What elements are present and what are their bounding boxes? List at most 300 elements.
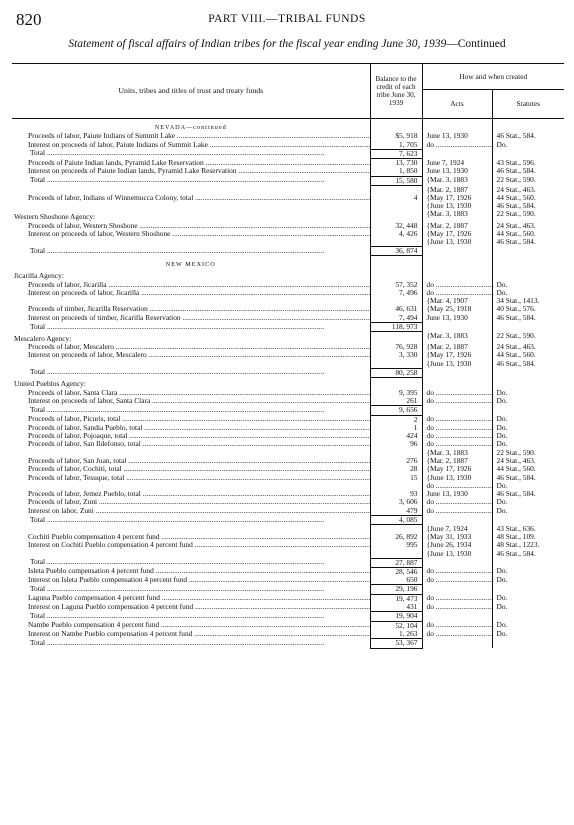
row-act — [422, 576, 492, 585]
row-statute — [492, 603, 564, 612]
row-label — [12, 167, 370, 176]
row-balance-text: 80, 258 — [395, 368, 418, 377]
row-statute-text: 22 Stat., 590. — [496, 210, 536, 219]
total-row — [12, 368, 564, 377]
row-balance-text: 276 — [406, 456, 418, 465]
row-label-text: Interest on proceeds of labor, Mescalero ..... — [28, 351, 370, 359]
row-statute-text: Do. — [496, 432, 508, 441]
row-act — [422, 186, 492, 194]
row-statute — [492, 176, 564, 185]
row-balance — [370, 541, 422, 549]
row-balance-text: 26, 892 — [395, 533, 418, 542]
row-label — [12, 424, 370, 432]
table-body — [12, 119, 564, 649]
table-row — [12, 289, 564, 297]
row-label-text: Interest on proceeds of labor, Western Shoshone ..... — [28, 230, 370, 238]
row-act — [422, 368, 492, 377]
row-act — [422, 449, 492, 457]
row-statute — [492, 222, 564, 230]
table-row — [12, 507, 564, 516]
row-label — [12, 516, 370, 525]
row-label — [12, 314, 370, 323]
row-balance — [370, 289, 422, 297]
row-label-text: Total ..... — [30, 176, 324, 184]
row-statute — [492, 167, 564, 176]
row-balance — [370, 482, 422, 490]
row-act-text: do ..... — [427, 281, 493, 289]
row-label — [12, 194, 370, 202]
row-statute — [492, 550, 564, 558]
row-act — [422, 389, 492, 397]
row-label-text: United Pueblos Agency: — [14, 379, 86, 389]
row-statute-text: 22 Stat., 590. — [496, 176, 536, 185]
row-label — [12, 397, 370, 406]
row-balance-text: 29, 196 — [395, 584, 418, 594]
row-label — [12, 238, 370, 246]
col-header-acts: Acts — [422, 90, 492, 119]
row-act — [422, 323, 492, 332]
row-balance — [370, 639, 422, 648]
row-statute-text: 46 Stat., 584. — [496, 490, 536, 499]
row-act-text: do ..... — [427, 424, 493, 432]
row-act — [422, 406, 492, 415]
table-row — [12, 424, 564, 432]
row-statute — [492, 377, 564, 388]
row-balance-text: 15, 580 — [395, 176, 418, 185]
row-act — [422, 550, 492, 558]
row-statute — [492, 498, 564, 506]
row-act-text: {Mar. 2, 1887 — [426, 185, 468, 194]
table-title-main: Statement of fiscal affairs of Indian tribes for the fiscal year ending June 30, 1939 — [68, 38, 447, 50]
row-label-text: Proceeds of labor, Jemez Pueblo, total ..... — [28, 490, 370, 498]
table-row — [12, 474, 564, 482]
row-label — [12, 630, 370, 639]
row-statute — [492, 256, 564, 269]
row-act — [422, 256, 492, 269]
row-act-text: {June 13, 1930 — [426, 359, 472, 368]
table-row — [12, 297, 564, 305]
row-balance-text: $5, 918 — [395, 132, 418, 141]
row-act-text: {May 17, 1926 — [426, 230, 472, 239]
total-row — [12, 612, 564, 621]
row-act-text: do ..... — [427, 576, 493, 584]
table-row — [12, 389, 564, 397]
row-act — [422, 440, 492, 448]
col-header-how-when: How and when created — [422, 64, 564, 90]
row-act — [422, 541, 492, 549]
row-label-text: Proceeds of Paiute Indian lands, Pyramid Lake Reservation ..... — [28, 159, 370, 167]
table-row — [12, 314, 564, 323]
row-act — [422, 621, 492, 630]
table-row — [12, 498, 564, 506]
row-balance — [370, 603, 422, 612]
row-statute — [492, 389, 564, 397]
row-act-text: June 13, 1930 — [426, 490, 468, 499]
row-act-text: {June 13, 1930 — [426, 202, 472, 211]
row-statute-text: Do. — [496, 576, 508, 585]
row-statute-text: 44 Stat., 560. — [496, 230, 536, 239]
row-label — [12, 432, 370, 440]
row-balance — [370, 516, 422, 525]
row-label — [12, 585, 370, 594]
row-statute — [492, 368, 564, 377]
row-label — [12, 368, 370, 377]
row-label — [12, 576, 370, 585]
row-act — [422, 360, 492, 368]
row-statute — [492, 314, 564, 323]
row-act — [422, 474, 492, 482]
table-row — [12, 490, 564, 498]
row-act — [422, 424, 492, 432]
total-row — [12, 176, 564, 185]
row-statute-text: 48 Stat., 1223. — [496, 541, 540, 550]
row-label — [12, 474, 370, 482]
table-row — [12, 482, 564, 490]
row-act-text: do ..... — [427, 482, 493, 490]
row-statute — [492, 238, 564, 246]
row-balance — [370, 525, 422, 533]
row-act-text: June 7, 1924 — [426, 158, 465, 167]
row-act — [422, 525, 492, 533]
row-label-text: Total ..... — [30, 516, 324, 524]
row-act-text: do ..... — [427, 141, 493, 149]
row-balance — [370, 457, 422, 465]
agency-row — [12, 377, 564, 388]
row-label — [12, 465, 370, 473]
row-statute — [492, 305, 564, 313]
row-balance — [370, 498, 422, 506]
row-label-text: Mescalero Agency: — [14, 333, 72, 343]
row-label-text: Interest on Cochiti Pueblo compensation 4 percent fund ..... — [28, 541, 370, 549]
row-label-text: Jicarilla Agency: — [14, 271, 64, 281]
section-heading-row — [12, 119, 564, 133]
page-number: 820 — [16, 10, 42, 29]
row-label — [12, 567, 370, 576]
row-statute — [492, 558, 564, 567]
table-row — [12, 533, 564, 541]
row-act — [422, 222, 492, 230]
row-act-text: do ..... — [427, 630, 493, 638]
row-label — [12, 222, 370, 230]
row-label-text: Interest on proceeds of timber, Jicarilla Reservation ..... — [28, 314, 370, 322]
row-label — [12, 525, 370, 533]
row-act — [422, 465, 492, 473]
row-label-text: Proceeds of labor, Mescalero ..... — [28, 343, 370, 351]
row-label — [12, 230, 370, 238]
row-balance-text: 7, 623 — [399, 149, 418, 158]
row-statute-text: Do. — [496, 567, 508, 576]
row-balance-text: 36, 874 — [395, 246, 418, 256]
row-statute-text: Do. — [496, 396, 508, 405]
row-statute — [492, 202, 564, 210]
row-balance-text: 57, 352 — [395, 280, 418, 289]
row-act — [422, 585, 492, 594]
row-label-text: Total ..... — [30, 149, 324, 157]
row-balance-text: 46, 631 — [395, 305, 418, 314]
row-statute-text: 44 Stat., 560. — [496, 465, 536, 474]
fiscal-affairs-table — [12, 63, 564, 649]
row-label — [12, 269, 370, 280]
row-statute-text: 46 Stat., 584. — [496, 549, 536, 558]
total-row — [12, 639, 564, 648]
running-head: PART VIII.—TRIBAL FUNDS — [208, 13, 366, 25]
agency-row — [12, 332, 564, 343]
row-label — [12, 202, 370, 210]
row-statute — [492, 289, 564, 297]
row-statute-text: 24 Stat., 463. — [496, 456, 536, 465]
row-statute-text: Do. — [496, 594, 508, 603]
table-row — [12, 603, 564, 612]
row-balance — [370, 474, 422, 482]
table-title-suffix: —Continued — [446, 38, 506, 50]
row-act — [422, 603, 492, 612]
row-act — [422, 457, 492, 465]
row-statute — [492, 639, 564, 648]
row-balance — [370, 432, 422, 440]
row-act-text: {May 17, 1926 — [426, 465, 472, 474]
table-row — [12, 525, 564, 533]
table-row — [12, 594, 564, 603]
row-act — [422, 498, 492, 506]
table-row — [12, 186, 564, 194]
row-label — [12, 149, 370, 158]
row-act — [422, 305, 492, 313]
row-statute-text: 46 Stat., 584. — [496, 202, 536, 211]
row-act — [422, 269, 492, 280]
row-act-text: June 13, 1930 — [426, 313, 468, 322]
table-row — [12, 202, 564, 210]
table-row — [12, 194, 564, 202]
row-balance — [370, 360, 422, 368]
row-balance — [370, 558, 422, 567]
row-statute-text: Do. — [496, 140, 508, 149]
row-act-text: do ..... — [427, 389, 493, 397]
row-act — [422, 567, 492, 576]
row-act-text: {May 31, 1933 — [426, 533, 472, 542]
row-act — [422, 314, 492, 323]
row-balance — [370, 397, 422, 406]
row-label — [12, 482, 370, 490]
row-statute-text: Do. — [496, 288, 508, 297]
row-label-text: Total ..... — [30, 247, 324, 255]
row-act — [422, 630, 492, 639]
row-balance — [370, 343, 422, 351]
row-statute-text: 46 Stat., 584. — [496, 473, 536, 482]
row-balance — [370, 269, 422, 280]
row-balance — [370, 567, 422, 576]
row-balance — [370, 149, 422, 158]
row-statute — [492, 406, 564, 415]
row-label-text: Proceeds of labor, Pojoaque, total ..... — [28, 432, 370, 440]
row-label — [12, 305, 370, 313]
row-act-text: do ..... — [427, 415, 493, 423]
row-label — [12, 550, 370, 558]
row-act-text: do ..... — [427, 397, 493, 405]
table-title — [10, 38, 564, 50]
table-row — [12, 159, 564, 168]
row-statute-text: 22 Stat., 590. — [496, 331, 536, 340]
row-statute — [492, 247, 564, 256]
row-balance-text: 3, 606 — [399, 498, 418, 507]
row-act-text: {June 26, 1934 — [426, 541, 472, 550]
row-statute — [492, 576, 564, 585]
total-row — [12, 558, 564, 567]
row-balance-text: 4, 426 — [399, 230, 418, 239]
row-act-text: do ..... — [427, 567, 493, 575]
row-label — [12, 612, 370, 621]
row-balance-text: 2 — [413, 415, 418, 424]
row-statute-text: 43 Stat., 636. — [496, 524, 536, 533]
row-act — [422, 594, 492, 603]
row-act — [422, 490, 492, 498]
row-act-text: {Mar. 3, 1883 — [426, 210, 468, 219]
row-balance-text: 93 — [410, 490, 418, 499]
row-act-text: {June 13, 1930 — [426, 238, 472, 247]
col-header-balance: Balance to the credit of each tribe June 30, 1939 — [370, 64, 422, 119]
row-balance-text: 118, 973 — [391, 322, 418, 332]
table-row — [12, 230, 564, 238]
row-balance — [370, 186, 422, 194]
row-label — [12, 594, 370, 603]
row-statute — [492, 630, 564, 639]
row-label-text: NEW MEXICO — [165, 260, 216, 268]
row-balance-text: 96 — [410, 440, 418, 449]
row-label-text: Interest on proceeds of labor, Paiute Indians of Summit Lake ..... — [28, 141, 370, 149]
row-statute — [492, 186, 564, 194]
row-statute-text: 46 Stat., 584. — [496, 132, 536, 141]
row-act-text: {June 13, 1930 — [426, 549, 472, 558]
row-label-text: Interest on proceeds of labor, Jicarilla ..... — [28, 289, 370, 297]
row-balance — [370, 490, 422, 498]
row-balance-text: 7, 496 — [399, 288, 418, 297]
row-statute — [492, 210, 564, 221]
col-header-statutes: Statutes — [492, 90, 564, 119]
row-act-text: June 13, 1930 — [426, 132, 468, 141]
row-label — [12, 490, 370, 498]
row-statute-text: 46 Stat., 584. — [496, 238, 536, 247]
row-balance-text: 4, 085 — [399, 515, 418, 525]
row-label-text: NEVADA—continued — [154, 124, 227, 131]
row-statute — [492, 343, 564, 351]
row-label-text: Nambe Pueblo compensation 4 percent fund ..... — [28, 621, 370, 629]
row-act — [422, 377, 492, 388]
row-statute — [492, 567, 564, 576]
row-act — [422, 247, 492, 256]
row-label-text: Laguna Pueblo compensation 4 percent fund ..... — [28, 594, 370, 602]
row-statute — [492, 360, 564, 368]
table-row — [12, 621, 564, 630]
row-label — [12, 281, 370, 289]
row-act-text: do ..... — [427, 603, 493, 611]
row-balance — [370, 281, 422, 289]
row-balance — [370, 323, 422, 332]
table-row — [12, 167, 564, 176]
row-label — [12, 289, 370, 297]
row-statute — [492, 474, 564, 482]
row-act — [422, 141, 492, 150]
row-act-text: June 13, 1930 — [426, 167, 468, 176]
row-label-text: Interest on Isleta Pueblo compensation 4 percent fund ..... — [28, 576, 370, 584]
row-balance — [370, 141, 422, 150]
row-label-text: Interest on Laguna Pueblo compensation 4 percent fund ..... — [28, 603, 370, 611]
row-balance — [370, 465, 422, 473]
row-label — [12, 360, 370, 368]
row-statute-text: 48 Stat., 109. — [496, 533, 536, 542]
row-label-text: Proceeds of labor, Indians of Winnemucca Colony, total ..... — [28, 194, 370, 202]
row-statute — [492, 415, 564, 424]
row-statute-text: 44 Stat., 560. — [496, 193, 536, 202]
row-act-text: {May 17, 1926 — [426, 193, 472, 202]
row-label-text: Proceeds of labor, Western Shoshone ..... — [28, 222, 370, 230]
row-statute-text: 46 Stat., 584. — [496, 359, 536, 368]
table-row — [12, 351, 564, 359]
row-statute-text: 24 Stat., 463. — [496, 185, 536, 194]
row-balance — [370, 550, 422, 558]
row-statute — [492, 457, 564, 465]
table-row — [12, 141, 564, 150]
row-statute-text: Do. — [496, 498, 508, 507]
row-balance — [370, 256, 422, 269]
row-balance-text: 3, 330 — [399, 351, 418, 360]
row-act — [422, 238, 492, 246]
row-label — [12, 377, 370, 388]
table-row — [12, 541, 564, 549]
row-label — [12, 247, 370, 256]
row-act — [422, 482, 492, 490]
row-label — [12, 210, 370, 221]
table-row — [12, 132, 564, 140]
table-row — [12, 305, 564, 313]
row-balance — [370, 230, 422, 238]
row-label-text: Interest on proceeds of labor, Santa Clara ..... — [28, 397, 370, 405]
row-statute — [492, 332, 564, 343]
row-label-text: Proceeds of labor, San Juan, total ..... — [28, 457, 370, 465]
row-act-text: {June 13, 1930 — [426, 473, 472, 482]
row-statute-text: Do. — [496, 423, 508, 432]
row-act-text: {Mar. 3, 1883 — [426, 331, 468, 340]
row-statute-text: 46 Stat., 584. — [496, 167, 536, 176]
row-statute-text: 24 Stat., 463. — [496, 343, 536, 352]
row-statute — [492, 323, 564, 332]
row-act — [422, 167, 492, 176]
row-act — [422, 639, 492, 648]
row-statute — [492, 159, 564, 168]
row-act — [422, 176, 492, 185]
total-row — [12, 516, 564, 525]
row-balance-text: 1, 263 — [399, 629, 418, 638]
table-row — [12, 449, 564, 457]
row-label — [12, 297, 370, 305]
row-balance — [370, 440, 422, 448]
row-statute-text: Do. — [496, 280, 508, 289]
row-act-text: {May 17, 1926 — [426, 351, 472, 360]
row-balance — [370, 377, 422, 388]
row-act-text: {Mar. 2, 1887 — [426, 456, 468, 465]
table-row — [12, 630, 564, 639]
row-balance — [370, 621, 422, 630]
row-label — [12, 457, 370, 465]
row-label-text: Proceeds of labor, Picuris, total ..... — [28, 415, 370, 423]
row-label — [12, 119, 370, 133]
row-balance-text: 1, 705 — [399, 140, 418, 149]
row-label-text: Proceeds of labor, Zuni ..... — [28, 498, 370, 506]
row-act-text: do ..... — [427, 594, 493, 602]
row-balance-text: 15 — [410, 473, 418, 482]
row-act-text: do ..... — [427, 289, 493, 297]
row-label — [12, 343, 370, 351]
row-balance — [370, 533, 422, 541]
total-row — [12, 149, 564, 158]
